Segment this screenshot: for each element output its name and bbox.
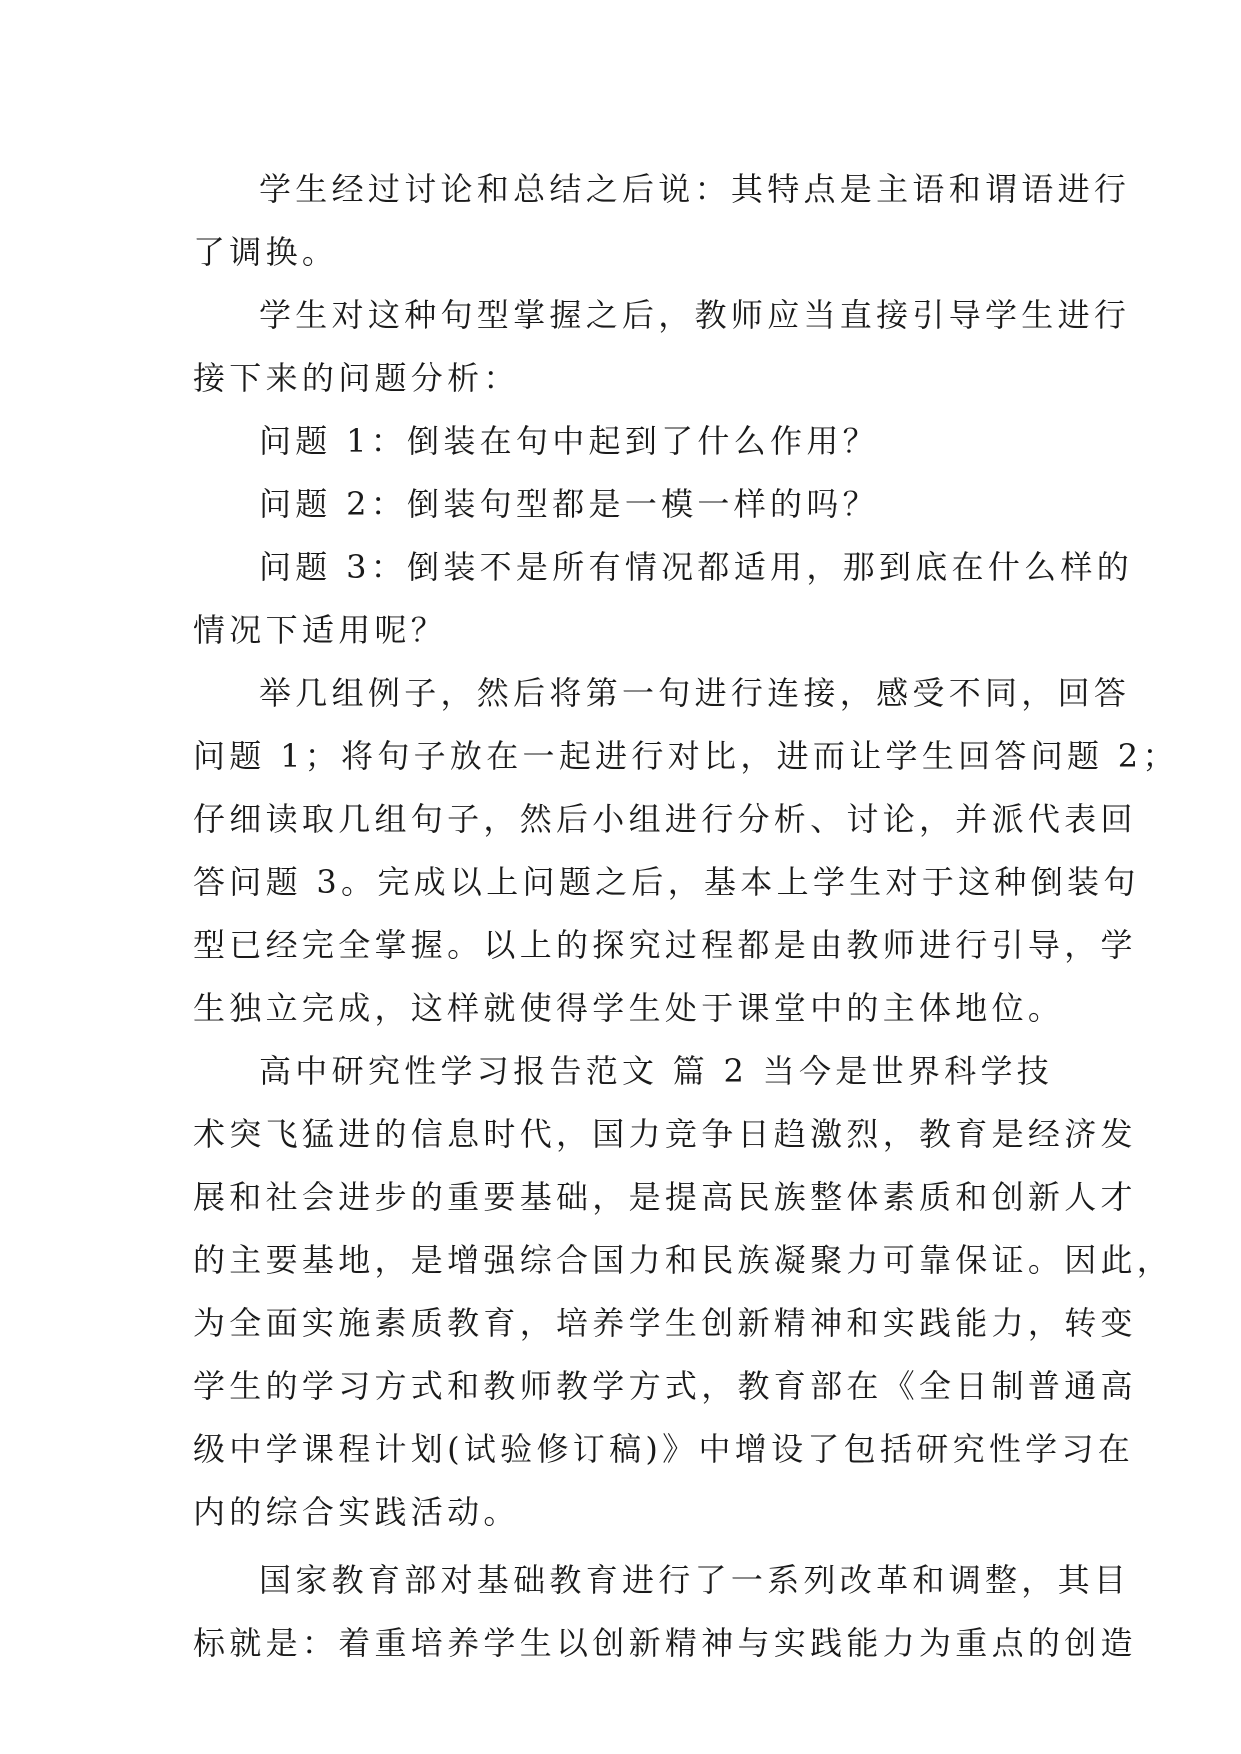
text-line: 级中学课程计划(试验修订稿)》中增设了包括研究性学习在 bbox=[193, 1430, 1135, 1468]
text-line: 学生的学习方式和教师教学方式，教育部在《全日制普通高 bbox=[193, 1367, 1137, 1405]
text-line: 的主要基地，是增强综合国力和民族凝聚力可靠保证。因此， bbox=[193, 1241, 1174, 1279]
text-line: 生独立完成，这样就使得学生处于课堂中的主体地位。 bbox=[193, 989, 1065, 1027]
text-line: 问题 1；将句子放在一起进行对比，进而让学生回答问题 2； bbox=[193, 737, 1179, 775]
text-line: 情况下适用呢？ bbox=[193, 611, 448, 649]
text-line: 接下来的问题分析： bbox=[193, 359, 520, 397]
text-line: 国家教育部对基础教育进行了一系列改革和调整，其目 bbox=[259, 1561, 1131, 1599]
document-body bbox=[193, 158, 1179, 1675]
text-line: 展和社会进步的重要基础，是提高民族整体素质和创新人才 bbox=[193, 1178, 1137, 1216]
text-line: 问题 1：倒装在句中起到了什么作用？ bbox=[259, 422, 879, 460]
text-line: 学生对这种句型掌握之后，教师应当直接引导学生进行 bbox=[259, 296, 1131, 334]
text-line: 学生经过讨论和总结之后说：其特点是主语和谓语进行 bbox=[259, 170, 1131, 208]
text-line: 答问题 3。完成以上问题之后，基本上学生对于这种倒装句 bbox=[193, 863, 1140, 901]
text-line: 型已经完全掌握。以上的探究过程都是由教师进行引导，学 bbox=[193, 926, 1137, 964]
text-line: 仔细读取几组句子，然后小组进行分析、讨论，并派代表回 bbox=[193, 800, 1137, 838]
text-line: 为全面实施素质教育，培养学生创新精神和实践能力，转变 bbox=[193, 1304, 1137, 1342]
section-heading-line: 高中研究性学习报告范文 篇 2 当今是世界科学技 bbox=[259, 1052, 1054, 1090]
text-line: 举几组例子，然后将第一句进行连接，感受不同，回答 bbox=[259, 674, 1131, 712]
text-line: 问题 2：倒装句型都是一模一样的吗？ bbox=[259, 485, 879, 523]
text-line: 标就是：着重培养学生以创新精神与实践能力为重点的创造 bbox=[193, 1624, 1137, 1662]
text-line: 术突飞猛进的信息时代，国力竞争日趋激烈，教育是经济发 bbox=[193, 1115, 1137, 1153]
text-line: 了调换。 bbox=[193, 233, 339, 271]
text-line: 内的综合实践活动。 bbox=[193, 1493, 520, 1531]
text-line: 问题 3：倒装不是所有情况都适用，那到底在什么样的 bbox=[259, 548, 1134, 586]
